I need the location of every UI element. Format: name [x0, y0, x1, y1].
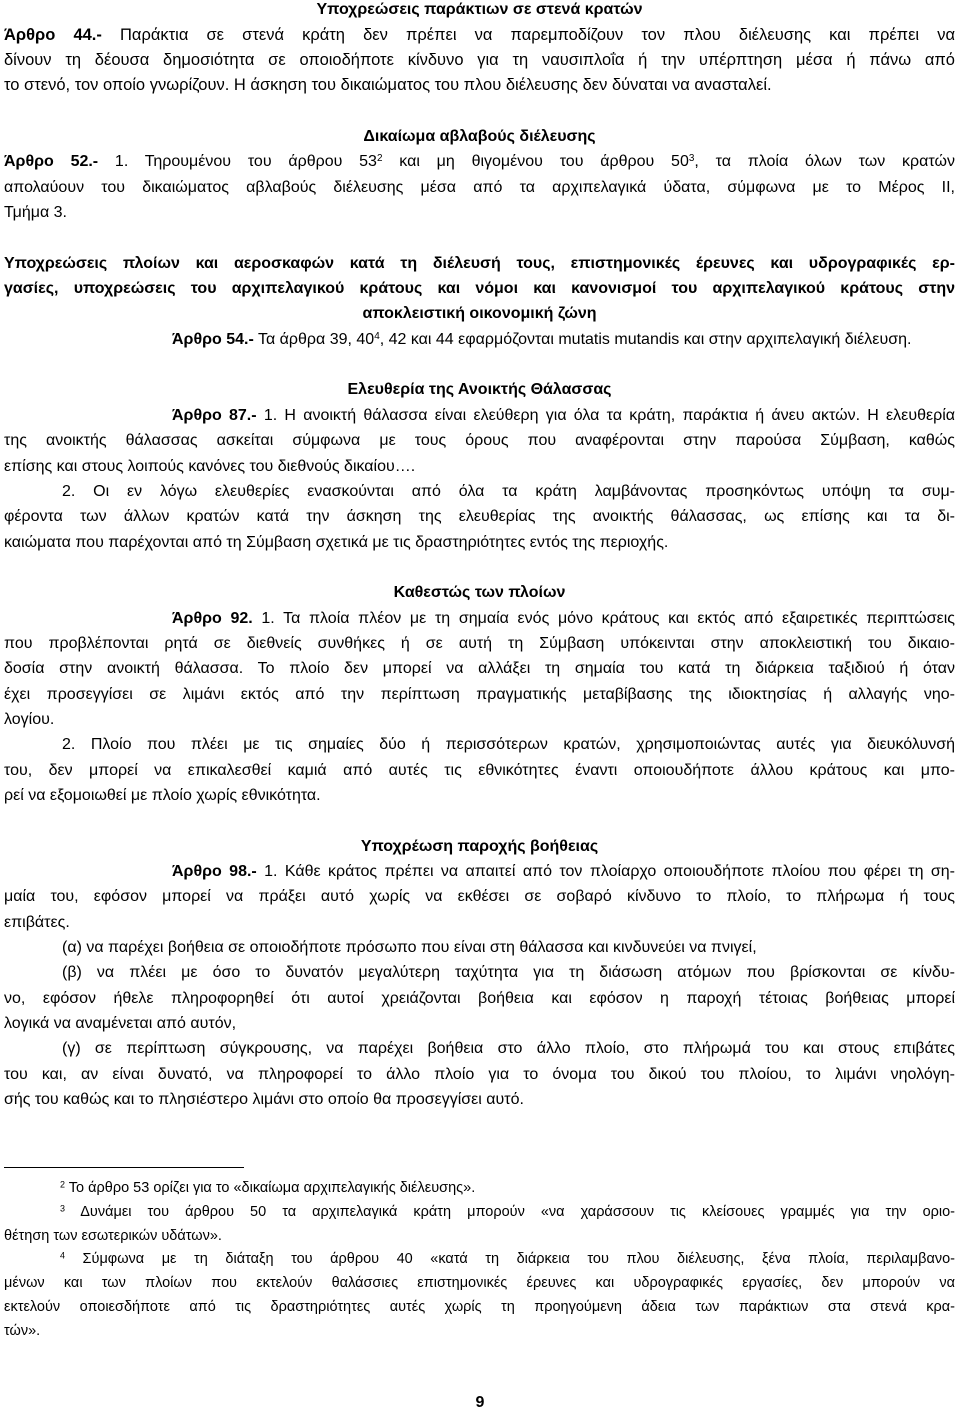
text-line	[4, 960, 955, 985]
spacer	[4, 352, 955, 377]
text-run: δίνουν τη δέουσα δημοσιότητα σε οποιοδήποτε κίνδυνο για τη ναυσιπλοΐα ή την υπέρπτηση μέσα ή πάνω από	[4, 51, 955, 69]
text-line	[4, 504, 955, 529]
footnote-4	[4, 1248, 955, 1343]
article-number: Άρθρο 98.-	[172, 863, 257, 880]
text-line	[4, 1248, 955, 1272]
spacer	[4, 808, 955, 833]
text-line	[4, 732, 955, 757]
text-run: του και, αν είναι δυνατό, να πληροφορεί το άλλο πλοίο για το όνομα του δικού του πλοίου, το λιμάνι νηολόγη-	[4, 1065, 955, 1083]
footnote-reference: 4	[374, 330, 380, 342]
footnote-reference: 2	[376, 153, 383, 165]
text-line	[4, 1320, 955, 1344]
footnote-reference: 4	[60, 1251, 65, 1261]
article-98-item-b	[4, 960, 955, 1036]
text-line	[4, 1087, 955, 1112]
text-run: νο, εφόσον ήθελε πληροφορηθεί ότι αυτοί χρειάζονται βοήθεια και εφόσον η παροχή τέτοιας βοήθειας μπορεί	[4, 989, 955, 1007]
document-body	[4, 0, 955, 1112]
article-92-paragraph-1	[4, 606, 955, 733]
text-line	[4, 251, 955, 276]
footnote-reference: 2	[60, 1179, 65, 1190]
text-run: Σύμφωνα με τη διάταξη του άρθρου 40 «κατά τη διάρκεια του πλου διέλευσης, ξένα πλοία, περιλαμβανο-	[65, 1251, 955, 1268]
text-run: που προβλέπονται ρητά σε διεθνείς συνθήκες ή σε αυτή τη Σύμβαση υπόκεινται στην αποκλειστική του δικαιο-	[4, 634, 955, 652]
article-number: Άρθρο 54.-	[172, 330, 254, 348]
spacer	[4, 99, 955, 124]
text-run: 2. Πλοίο που πλέει με τις σημαίες δύο ή περισσότερων κρατών, χρησιμοποιώντας αυτές για διευκόλυνσή	[62, 736, 955, 754]
text-line	[4, 1225, 955, 1249]
text-run: δοσία στην ανοικτή θάλασσα. Το πλοίο δεν μπορεί να αλλάξει τη σημαία του κατά τη διάρκεια ταξιδιού ή όταν	[4, 660, 955, 678]
text-line	[4, 783, 955, 808]
text-run: επίσης και στους λοιπούς κανόνες του διεθνούς δικαίου….	[4, 457, 416, 475]
text-line	[4, 1177, 955, 1201]
text-run: Τμήμα 3.	[4, 204, 67, 222]
text-run: θέτηση των εσωτερικών υδάτων».	[4, 1227, 222, 1244]
article-number: Άρθρο 92.	[172, 609, 253, 627]
spacer	[4, 555, 955, 580]
article-number: Άρθρο 87.-	[172, 406, 257, 424]
article-98-item-a	[4, 935, 955, 960]
text-run: γασίες, υποχρεώσεις του αρχιπελαγικού κράτους και νόμοι και κανονισμοί του αρχιπελαγικού κράτους στην	[4, 280, 955, 298]
text-run: , 42 και 44 εφαρμόζονται mutatis mutandis και στην αρχιπελαγική διέλευση.	[379, 330, 912, 348]
section-heading-innocent-passage: Δικαίωμα αβλαβούς διέλευσης	[363, 128, 596, 146]
text-line	[4, 327, 955, 352]
text-run: λογικά να αναμένεται από αυτόν,	[4, 1015, 237, 1033]
text-run: Δυνάμει του άρθρου 50 τα αρχιπελαγικά κράτη μπορούν «να χαράσσουν τις κλείσουες γραμμές για την οριο-	[65, 1203, 955, 1220]
text-run: (β) να πλέει με όσο το δυνατόν μεγαλύτερη ταχύτητα για τη διάσωση ατόμων που βρίσκονται σε κίνδυ-	[62, 964, 955, 982]
footnotes	[4, 1177, 955, 1344]
text-line	[4, 606, 955, 631]
text-line	[4, 1272, 955, 1296]
text-run: λογίου.	[4, 710, 55, 728]
section-heading-ship-duties	[4, 251, 955, 327]
text-run: 1. Η ανοικτή θάλασσα είναι ελεύθερη για όλα τα κράτη, παράκτια ή άνευ ακτών. Η ελευθερία	[256, 406, 955, 424]
footnote-reference: 3	[688, 153, 695, 165]
text-run: 1. Τηρουμένου του άρθρου 53	[98, 153, 377, 171]
text-line	[4, 986, 955, 1011]
text-line	[4, 1011, 955, 1036]
article-98-item-c	[4, 1036, 955, 1112]
text-line	[4, 1062, 955, 1087]
article-98-paragraph-1	[4, 859, 955, 935]
text-run: 1. Κάθε κράτος πρέπει να απαιτεί από τον πλοίαρχο οποιουδήποτε πλοίου που φέρει τη ση-	[256, 863, 955, 880]
text-line	[4, 73, 955, 98]
section-heading-high-seas-freedom: Ελευθερία της Ανοικτής Θάλασσας	[347, 381, 612, 399]
text-line	[4, 631, 955, 656]
text-run: Παράκτια σε στενά κράτη δεν πρέπει να παρεμποδίζουν τον πλου διέλευσης και πρέπει να	[101, 25, 955, 44]
text-line	[4, 403, 955, 428]
text-line	[4, 428, 955, 453]
text-line	[4, 859, 955, 884]
article-87-paragraph-2	[4, 479, 955, 555]
text-run: 1. Τα πλοία πλέον με τη σημαία ενός μόνο κράτους και εκτός από εξαιρετικές περιπτώσεις	[252, 609, 955, 627]
text-line	[4, 454, 955, 479]
text-run: , τα πλοία όλων των κρατών	[694, 153, 955, 171]
text-run: Τα άρθρα 39, 40	[253, 330, 375, 348]
text-line	[4, 175, 955, 200]
text-run: μαία του, εφόσον μπορεί να πράξει αυτό χωρίς να εκθέσει σε σοβαρό κίνδυνο το πλοίο, το πλήρωμα ή τους	[4, 888, 955, 906]
footnote-2	[4, 1177, 955, 1201]
article-44	[4, 23, 955, 99]
text-line	[4, 301, 955, 326]
text-run: καιώματα που παρέχονται από τη Σύμβαση σχετικά με τις δραστηριότητες εντός της περιοχής.	[4, 533, 669, 551]
text-line	[4, 1296, 955, 1320]
article-87-paragraph-1	[4, 403, 955, 479]
text-line	[4, 276, 955, 301]
article-number: Άρθρο 44.-	[4, 25, 102, 44]
text-run: της ανοικτής θάλασσας ασκείται σύμφωνα με τους όρους που αναφέρονται στην παρούσα Σύμβαση, καθώς	[4, 432, 955, 450]
text-line	[4, 149, 955, 174]
text-run: τών».	[4, 1322, 41, 1339]
text-line	[4, 23, 955, 48]
article-92-paragraph-2	[4, 732, 955, 808]
text-line	[4, 910, 955, 935]
section-heading-status-of-ships: Καθεστώς των πλοίων	[393, 584, 566, 602]
text-run: (γ) σε περίπτωση σύγκρουσης, να παρέχει βοήθεια στο άλλο πλοίο, στο πλήρωμά του και στους επιβάτες	[62, 1040, 955, 1058]
text-run: Υποχρεώσεις πλοίων και αεροσκαφών κατά τη διέλευσή τους, επιστημονικές έρευνες και υδρογραφικές ερ-	[4, 254, 955, 272]
text-line	[4, 200, 955, 225]
spacer	[4, 225, 955, 250]
text-run: Το άρθρο 53 ορίζει για το «δικαίωμα αρχιπελαγικής διέλευσης».	[65, 1180, 476, 1196]
text-line	[4, 758, 955, 783]
text-line	[4, 707, 955, 732]
text-line	[4, 530, 955, 555]
text-line	[4, 1036, 955, 1061]
text-run: εκτελούν οποιεσδήποτε από τις δραστηριότητες αυτές χωρίς τη προηγούμενη άδεια των παράκτιων στα στενά κρα-	[4, 1299, 955, 1316]
text-run: φέροντα των άλλων κρατών κατά την άσκηση της ελευθερίας της ανοικτής θάλασσας, ως επίσης και τα δι-	[4, 508, 955, 526]
text-line	[4, 682, 955, 707]
text-run: σής του καθώς και το πλησιέστερο λιμάνι στο οποίο θα προσεγγίσει αυτό.	[4, 1091, 524, 1109]
text-line	[4, 935, 955, 960]
text-run: (α) να παρέχει βοήθεια σε οποιοδήποτε πρόσωπο που είναι στη θάλασσα και κινδυνεύει να πνιγεί,	[62, 939, 757, 957]
section-heading-coastal-straits: Υποχρεώσεις παράκτιων σε στενά κρατών	[316, 1, 643, 19]
text-run: αποκλειστική οικονομική ζώνη	[362, 305, 597, 323]
footnote-3	[4, 1201, 955, 1249]
text-run: 2. Οι εν λόγω ελευθερίες ενασκούνται από όλα τα κράτη λαμβάνοντας προσηκόντως υπόψη τα συμ-	[62, 482, 955, 500]
text-run: μένων και των πλοίων που εκτελούν θαλάσσιες επιστημονικές έρευνες και υδρογραφικές εργασίες, δεν μπορούν να	[4, 1275, 955, 1292]
text-run: απολαύουν του δικαιώματος αβλαβούς διέλευσης μέσα από τα αρχιπελαγικά ύδατα, σύμφωνα με το Μέρος II,	[4, 178, 955, 196]
footnote-separator	[4, 1167, 244, 1168]
text-line	[4, 1201, 955, 1225]
section-heading-duty-to-render-assistance: Υποχρέωση παροχής βοήθειας	[360, 837, 599, 855]
text-run: και μη θιγομένου του άρθρου 50	[382, 153, 689, 171]
page-number: 9	[475, 1394, 485, 1411]
article-54	[4, 327, 955, 352]
article-number: Άρθρο 52.-	[4, 153, 99, 171]
article-52	[4, 149, 955, 225]
text-run: του, δεν μπορεί να επικαλεσθεί καμιά από αυτές τις εθνικότητες έναντι οποιουδήποτε άλλου κράτους και μπο-	[4, 761, 955, 779]
footnote-reference: 3	[60, 1203, 65, 1214]
text-run: έχει προσεγγίσει σε λιμάνι εκτός από την περίπτωση πραγματικής μεταβίβασης της ιδιοκτησίας ή αλλαγής νηο-	[4, 685, 955, 703]
text-run: το στενό, τον οποίο γνωρίζουν. Η άσκηση του δικαιώματος του πλου διέλευσης δεν δύναται να ανασταλεί.	[4, 76, 772, 95]
text-run: επιβάτες.	[4, 913, 70, 931]
text-line	[4, 48, 955, 73]
text-line	[4, 479, 955, 504]
text-run: ρεί να εξομοιωθεί με πλοίο χωρίς εθνικότητα.	[4, 786, 321, 804]
text-line	[4, 656, 955, 681]
text-line	[4, 884, 955, 909]
